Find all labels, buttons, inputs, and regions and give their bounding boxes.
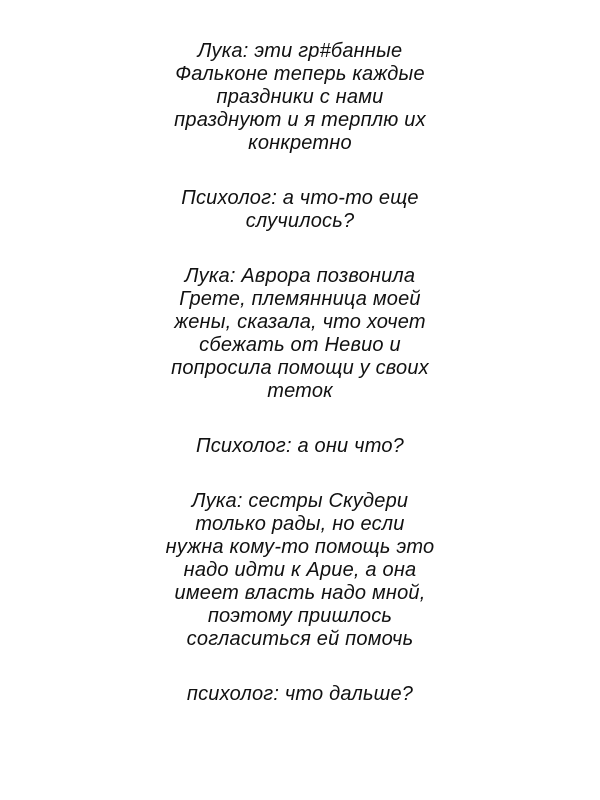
dialogue-block-psychologist-1	[0, 187, 600, 233]
dialogue-block-psychologist-3	[0, 683, 600, 706]
text-line: случилось?	[245, 210, 355, 232]
dialogue-block-luka-2	[0, 265, 600, 403]
text-line: конкретно	[248, 132, 352, 154]
dialogue-block-luka-1	[0, 40, 600, 155]
text-line: только рады, но если	[195, 513, 405, 535]
dialogue-text	[0, 40, 600, 738]
text-line: Психолог: а они что?	[196, 435, 404, 457]
text-line: Лука: сестры Скудери	[191, 490, 409, 512]
text-line: Фальконе теперь каждые	[175, 63, 425, 85]
text-line: теток	[267, 380, 333, 402]
text-line: имеет власть надо мной,	[174, 582, 426, 604]
text-line: Лука: эти гр#банные	[197, 40, 403, 62]
text-line: психолог: что дальше?	[186, 683, 414, 705]
text-line: жены, сказала, что хочет	[174, 311, 426, 333]
text-line: празднуют и я терплю их	[174, 109, 426, 131]
text-line: согласиться ей помочь	[186, 628, 414, 650]
text-line: нужна кому-то помощь это	[165, 536, 435, 558]
text-line: Грете, племянница моей	[179, 288, 421, 310]
text-line: Лука: Аврора позвонила	[184, 265, 416, 287]
text-line: праздники с нами	[216, 86, 384, 108]
text-line: надо идти к Арие, а она	[183, 559, 417, 581]
text-line: поэтому пришлось	[207, 605, 393, 627]
text-line: попросила помощи у своих	[171, 357, 429, 379]
text-line: Психолог: а что-то еще	[181, 187, 419, 209]
dialogue-block-psychologist-2	[0, 435, 600, 458]
dialogue-block-luka-3	[0, 490, 600, 651]
text-line: сбежать от Невио и	[199, 334, 401, 356]
